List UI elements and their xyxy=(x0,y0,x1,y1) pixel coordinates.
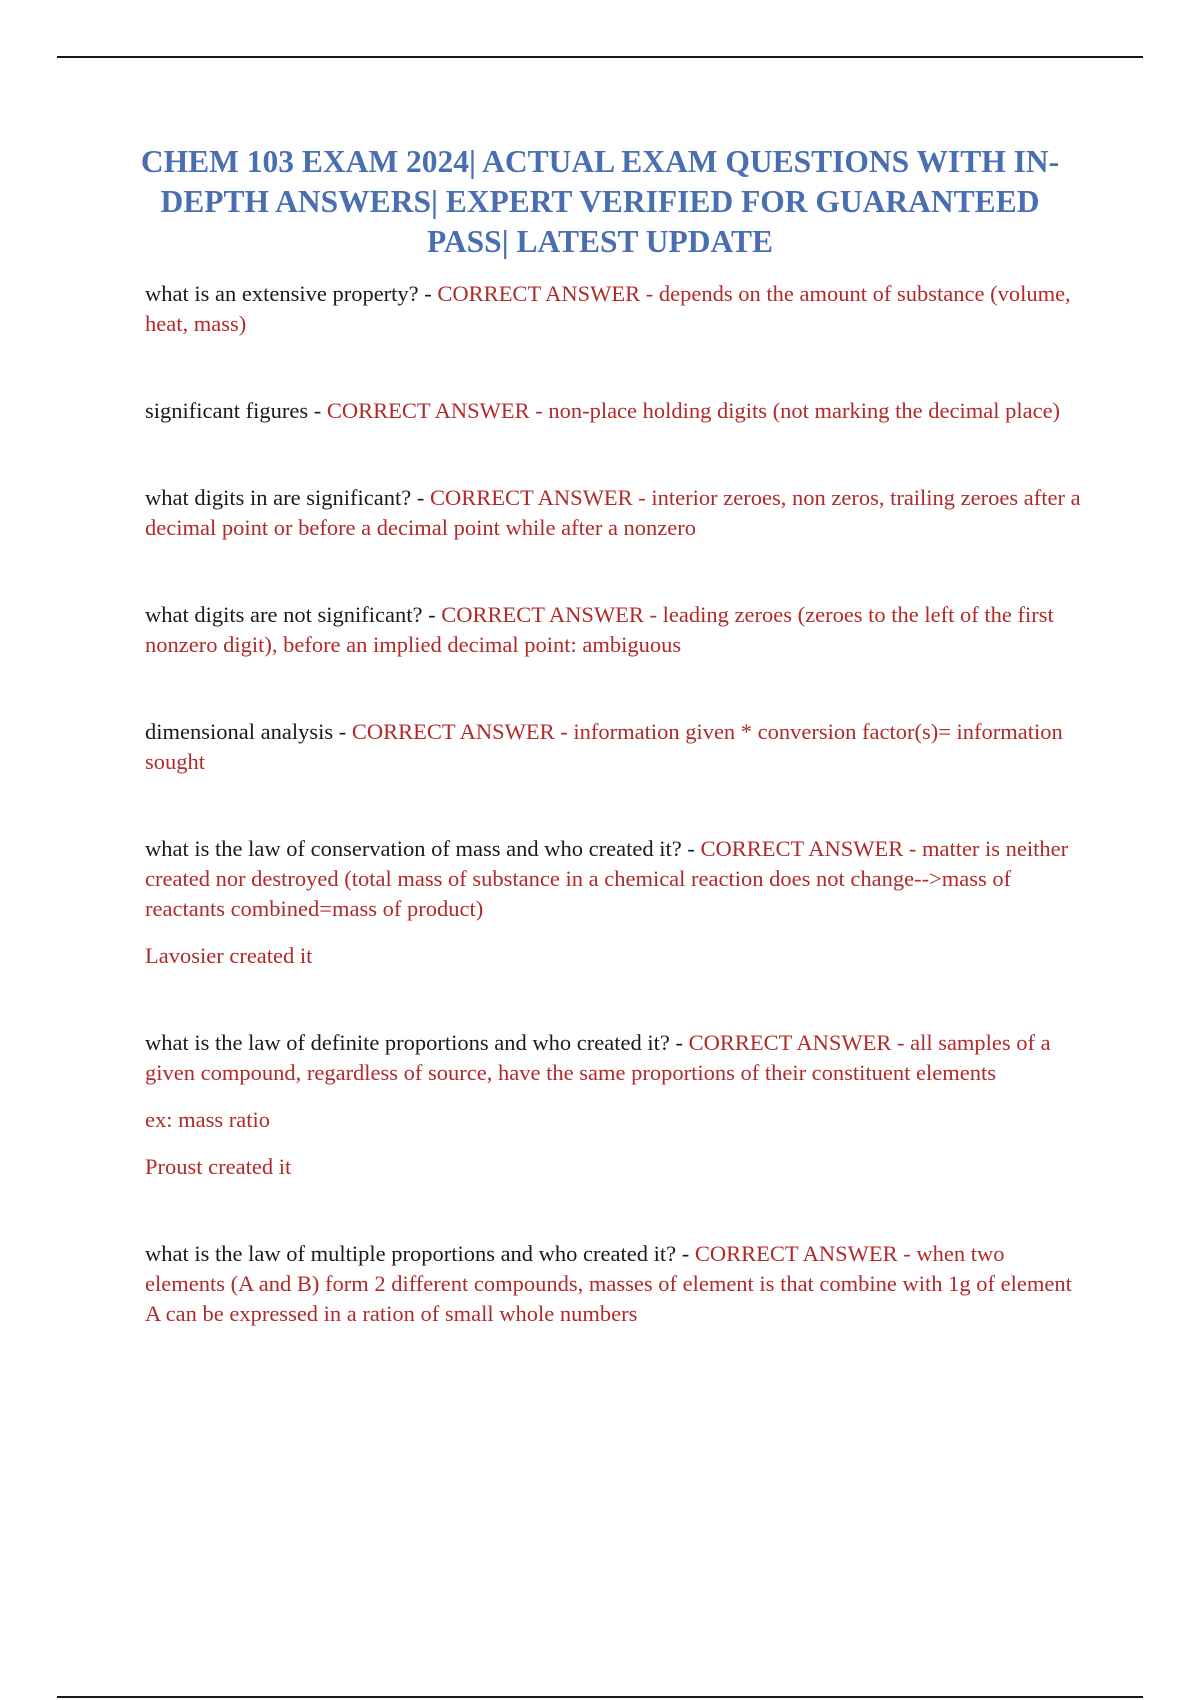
question-text: significant figures xyxy=(145,398,309,423)
qa-item xyxy=(145,1239,1090,1329)
qa-paragraph xyxy=(145,396,1090,426)
answer-note: ex: mass ratio xyxy=(145,1107,270,1132)
qa-paragraph xyxy=(145,600,1090,660)
qa-paragraph xyxy=(145,717,1090,777)
question-text: what is an extensive property? xyxy=(145,281,419,306)
question-text: what is the law of conservation of mass and who created it? xyxy=(145,836,682,861)
question-answer-separator: - xyxy=(669,1030,689,1055)
qa-item xyxy=(145,279,1090,339)
qa-paragraph xyxy=(145,483,1090,543)
answer-text: CORRECT ANSWER - all samples of a given compound, regardless of source, have the same proportions of their constituent elements xyxy=(145,1030,1051,1085)
qa-paragraph xyxy=(145,1239,1090,1329)
document-title: CHEM 103 EXAM 2024| ACTUAL EXAM QUESTIONS WITH IN-DEPTH ANSWERS| EXPERT VERIFIED FOR GUARANTEED PASS| LATEST UPDATE xyxy=(140,144,1060,259)
qa-item xyxy=(145,1028,1090,1182)
answer-text: CORRECT ANSWER - interior zeroes, non zeros, trailing zeroes after a decimal point or before a decimal point while after a nonzero xyxy=(145,485,1081,540)
answer-note: Lavosier created it xyxy=(145,943,313,968)
answer-note: Proust created it xyxy=(145,1154,292,1179)
question-answer-separator: - xyxy=(411,485,430,510)
qa-paragraph xyxy=(145,279,1090,339)
question-answer-separator: - xyxy=(676,1241,695,1266)
qa-item xyxy=(145,483,1090,543)
question-text: what is the law of multiple proportions and who created it? xyxy=(145,1241,677,1266)
question-answer-separator: - xyxy=(333,719,352,744)
bottom-rule xyxy=(57,1696,1143,1698)
qa-item xyxy=(145,717,1090,777)
qa-list xyxy=(145,279,1090,1386)
question-answer-separator: - xyxy=(308,398,327,423)
question-text: what is the law of definite proportions and who created it? xyxy=(145,1030,670,1055)
answer-text: CORRECT ANSWER - information given * conversion factor(s)= information sought xyxy=(145,719,1063,774)
question-text: what digits are not significant? xyxy=(145,602,423,627)
question-text: what digits in are significant? xyxy=(145,485,412,510)
qa-item xyxy=(145,396,1090,426)
qa-item xyxy=(145,834,1090,971)
qa-paragraph xyxy=(145,834,1090,924)
question-text: dimensional analysis xyxy=(145,719,334,744)
answer-text: CORRECT ANSWER - non-place holding digits (not marking the decimal place) xyxy=(326,398,1061,423)
qa-item xyxy=(145,600,1090,660)
answer-text: CORRECT ANSWER - leading zeroes (zeroes to the left of the first nonzero digit), before an implied decimal point: ambiguous xyxy=(145,602,1054,657)
qa-paragraph xyxy=(145,1028,1090,1088)
answer-text: CORRECT ANSWER - matter is neither created nor destroyed (total mass of substance in a chemical reaction does not change-->mass of reactants combined=mass of product) xyxy=(145,836,1069,921)
answer-text: CORRECT ANSWER - depends on the amount of substance (volume, heat, mass) xyxy=(145,281,1071,336)
top-rule xyxy=(57,56,1143,58)
question-answer-separator: - xyxy=(422,602,442,627)
question-answer-separator: - xyxy=(681,836,701,861)
question-answer-separator: - xyxy=(418,281,438,306)
answer-text: CORRECT ANSWER - when two elements (A and B) form 2 different compounds, masses of element is that combine with 1g of element A can be expressed in a ration of small whole numbers xyxy=(145,1241,1072,1326)
